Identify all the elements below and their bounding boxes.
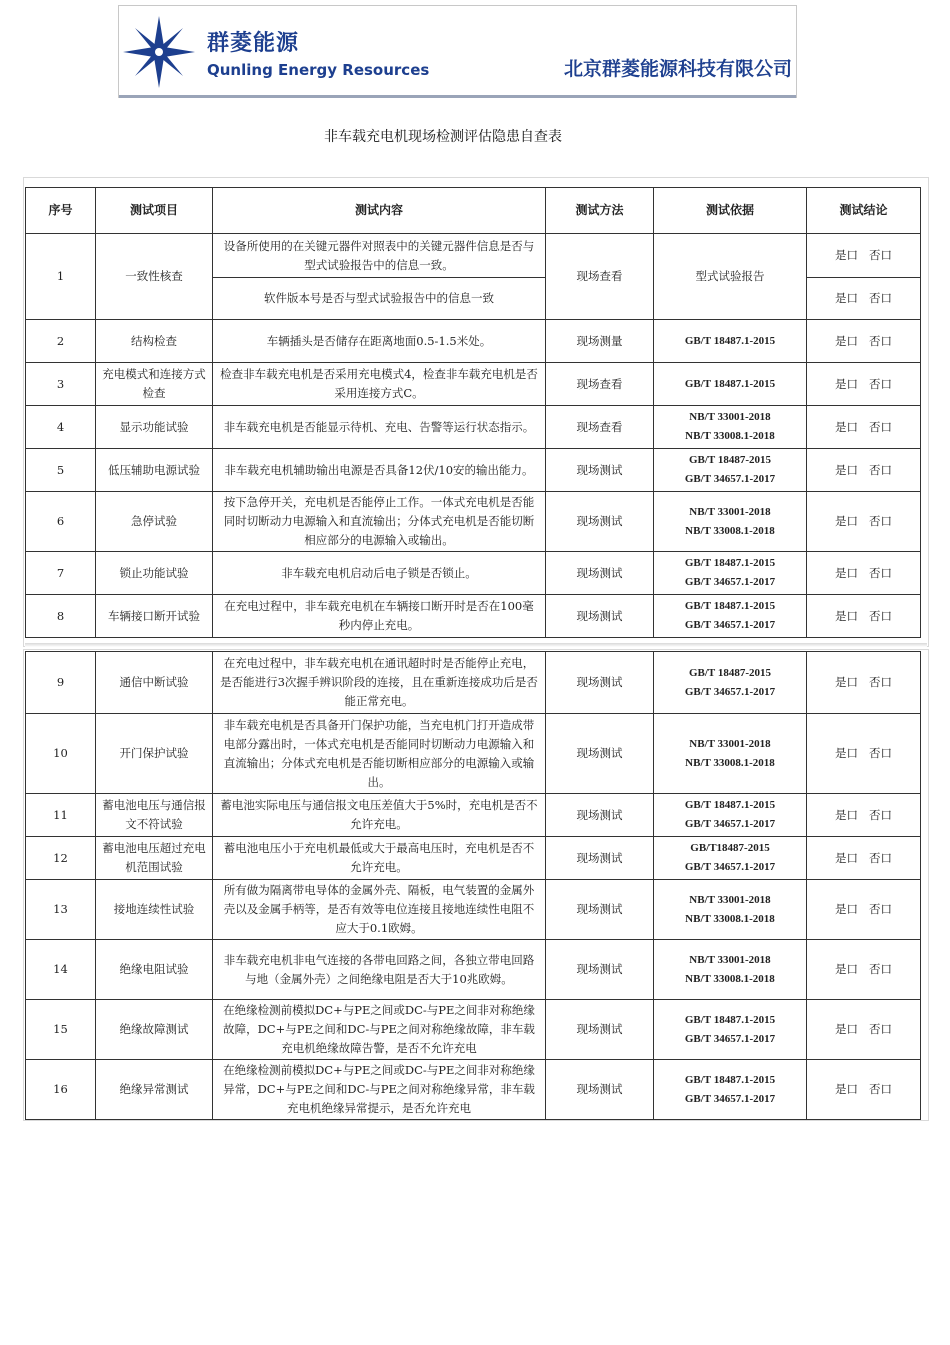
test-content: 车辆插头是否储存在距离地面0.5-1.5米处。	[213, 320, 546, 363]
test-item: 锁止功能试验	[96, 552, 213, 595]
conclusion-cell	[807, 363, 921, 406]
test-method: 现场测试	[546, 837, 654, 880]
test-method: 现场测试	[546, 714, 654, 794]
test-content: 设备所使用的在关键元器件对照表中的关键元器件信息是否与型式试验报告中的信息一致。	[213, 234, 546, 278]
table-row	[26, 363, 921, 406]
test-basis: NB/T 33001-2018 NB/T 33008.1-2018	[654, 492, 807, 552]
test-method: 现场查看	[546, 406, 654, 449]
test-basis: NB/T 33001-2018 NB/T 33008.1-2018	[654, 880, 807, 940]
yes-checkbox[interactable]: 是口	[835, 807, 859, 822]
no-checkbox[interactable]: 否口	[868, 807, 892, 822]
test-item: 通信中断试验	[96, 652, 213, 714]
table-row	[26, 320, 921, 363]
row-number: 1	[26, 234, 96, 320]
conclusion-cell	[807, 880, 921, 940]
test-content: 蓄电池实际电压与通信报文电压差值大于5%时，充电机是否不允许充电。	[213, 794, 546, 837]
yes-checkbox[interactable]: 是口	[835, 962, 859, 976]
company-name: 北京群菱能源科技有限公司	[563, 58, 792, 80]
test-content: 软件版本号是否与型式试验报告中的信息一致	[213, 278, 546, 320]
test-method: 现场测试	[546, 552, 654, 595]
test-method: 现场测试	[546, 492, 654, 552]
conclusion-cell	[807, 1000, 921, 1060]
test-method: 现场测试	[546, 1000, 654, 1060]
no-checkbox[interactable]: 否口	[868, 746, 892, 760]
test-content: 非车载充电机辅助输出电源是否具备12伏/10安的输出能力。	[213, 449, 546, 492]
table-header-row	[26, 188, 921, 234]
test-content: 在绝缘检测前模拟DC+与PE之间或DC-与PE之间非对称绝缘异常，DC+与PE之间和DC-与PE之间对称绝缘异常，非车载充电机绝缘异常提示，是否允许充电	[213, 1060, 546, 1120]
test-item: 开门保护试验	[96, 714, 213, 794]
header-item: 测试项目	[96, 188, 213, 234]
yes-checkbox[interactable]: 是口	[835, 608, 859, 623]
test-method: 现场测试	[546, 940, 654, 1000]
test-item: 蓄电池电压超过充电机范围试验	[96, 837, 213, 880]
no-checkbox[interactable]: 否口	[868, 1022, 892, 1036]
table-row	[26, 595, 921, 638]
test-item: 绝缘异常测试	[96, 1060, 213, 1120]
test-basis: GB/T 18487.1-2015	[654, 320, 807, 363]
yes-checkbox[interactable]: 是口	[835, 291, 859, 305]
test-content: 在充电过程中，非车载充电机在车辆接口断开时是否在100毫秒内停止充电。	[213, 595, 546, 638]
test-item: 蓄电池电压与通信报文不符试验	[96, 794, 213, 837]
table-row	[26, 492, 921, 552]
conclusion-cell	[807, 320, 921, 363]
test-item: 显示功能试验	[96, 406, 213, 449]
banner-divider	[119, 95, 796, 98]
qunling-logo-icon	[123, 16, 195, 88]
table-row	[26, 794, 921, 837]
yes-checkbox[interactable]: 是口	[835, 376, 859, 391]
row-number: 3	[26, 363, 96, 406]
inspection-table-part2	[25, 651, 921, 1120]
table-row	[26, 1000, 921, 1060]
inspection-table-part1	[25, 187, 921, 638]
conclusion-cell	[807, 652, 921, 714]
test-basis: GB/T 18487.1-2015 GB/T 34657.1-2017	[654, 552, 807, 595]
row-number: 10	[26, 714, 96, 794]
no-checkbox[interactable]: 否口	[868, 565, 892, 580]
test-content: 非车载充电机非电气连接的各带电回路之间，各独立带电回路与地（金属外壳）之间绝缘电阻是否大于10兆欧姆。	[213, 940, 546, 1000]
no-checkbox[interactable]: 否口	[868, 608, 892, 623]
test-item: 结构检查	[96, 320, 213, 363]
yes-checkbox[interactable]: 是口	[835, 462, 859, 477]
row-number: 2	[26, 320, 96, 363]
no-checkbox[interactable]: 否口	[868, 1082, 892, 1096]
test-content: 在绝缘检测前模拟DC+与PE之间或DC-与PE之间非对称绝缘故障，DC+与PE之间和DC-与PE之间对称绝缘故障，非车载充电机绝缘故障告警，是否不允许充电	[213, 1000, 546, 1060]
table-row	[26, 714, 921, 794]
conclusion-cell	[807, 449, 921, 492]
test-method: 现场测试	[546, 1060, 654, 1120]
test-method: 现场测试	[546, 652, 654, 714]
yes-checkbox[interactable]: 是口	[835, 333, 859, 348]
conclusion-cell	[807, 714, 921, 794]
test-method: 现场测试	[546, 880, 654, 940]
test-basis: GB/T 18487.1-2015 GB/T 34657.1-2017	[654, 595, 807, 638]
document-title: 非车载充电机现场检测评估隐患自查表	[324, 129, 562, 145]
table-row	[26, 1060, 921, 1120]
test-basis: NB/T 33001-2018 NB/T 33008.1-2018	[654, 406, 807, 449]
yes-checkbox[interactable]: 是口	[835, 850, 859, 865]
test-content: 在充电过程中，非车载充电机在通讯超时时是否能停止充电，是否能进行3次握手辨识阶段的连接，且在重新连接成功后是否能正常充电。	[213, 652, 546, 714]
conclusion-cell	[807, 552, 921, 595]
test-basis: GB/T18487-2015 GB/T 34657.1-2017	[654, 837, 807, 880]
row-number: 7	[26, 552, 96, 595]
no-checkbox[interactable]: 否口	[868, 376, 892, 391]
test-content: 检查非车载充电机是否采用充电模式4，检查非车载充电机是否采用连接方式C。	[213, 363, 546, 406]
test-method: 现场测试	[546, 449, 654, 492]
test-basis: GB/T 18487.1-2015 GB/T 34657.1-2017	[654, 1000, 807, 1060]
yes-checkbox[interactable]: 是口	[835, 419, 859, 434]
no-checkbox[interactable]: 否口	[868, 419, 892, 434]
row-number: 12	[26, 837, 96, 880]
yes-checkbox[interactable]: 是口	[835, 565, 859, 580]
test-basis: GB/T 18487-2015 GB/T 34657.1-2017	[654, 449, 807, 492]
yes-checkbox[interactable]: 是口	[835, 514, 859, 528]
no-checkbox[interactable]: 否口	[868, 291, 892, 305]
test-basis: GB/T 18487-2015 GB/T 34657.1-2017	[654, 652, 807, 714]
yes-checkbox[interactable]: 是口	[835, 746, 859, 760]
no-checkbox[interactable]: 否口	[868, 514, 892, 528]
test-method: 现场查看	[546, 363, 654, 406]
conclusion-cell	[807, 234, 921, 278]
no-checkbox[interactable]: 否口	[868, 850, 892, 865]
yes-checkbox[interactable]: 是口	[835, 1022, 859, 1036]
test-content: 非车载充电机是否具备开门保护功能，当充电机门打开造成带电部分露出时，一体式充电机是否能同时切断动力电源输入和直流输出；分体式充电机是否能切断相应部分的电源输入或输出。	[213, 714, 546, 794]
test-basis: GB/T 18487.1-2015 GB/T 34657.1-2017	[654, 794, 807, 837]
test-item: 急停试验	[96, 492, 213, 552]
yes-checkbox[interactable]: 是口	[835, 1082, 859, 1096]
conclusion-cell	[807, 595, 921, 638]
test-content: 按下急停开关，充电机是否能停止工作。一体式充电机是否能同时切断动力电源输入和直流输出；分体式充电机是否能切断相应部分的电源输入或输出。	[213, 492, 546, 552]
test-item: 绝缘故障测试	[96, 1000, 213, 1060]
test-item: 车辆接口断开试验	[96, 595, 213, 638]
test-content: 非车载充电机是否能显示待机、充电、告警等运行状态指示。	[213, 406, 546, 449]
row-number: 9	[26, 652, 96, 714]
yes-checkbox[interactable]: 是口	[835, 675, 859, 689]
table-row	[26, 880, 921, 940]
test-method: 现场测量	[546, 320, 654, 363]
test-content: 非车载充电机启动后电子锁是否锁止。	[213, 552, 546, 595]
row-number: 11	[26, 794, 96, 837]
test-method: 现场测试	[546, 794, 654, 837]
test-item: 低压辅助电源试验	[96, 449, 213, 492]
table-row	[26, 406, 921, 449]
test-item: 充电模式和连接方式检查	[96, 363, 213, 406]
header-banner	[118, 5, 797, 98]
table-row	[26, 940, 921, 1000]
conclusion-cell	[807, 1060, 921, 1120]
test-method: 现场查看	[546, 234, 654, 320]
row-number: 5	[26, 449, 96, 492]
row-number: 13	[26, 880, 96, 940]
no-checkbox[interactable]: 否口	[868, 962, 892, 976]
test-item: 接地连续性试验	[96, 880, 213, 940]
test-item: 绝缘电阻试验	[96, 940, 213, 1000]
no-checkbox[interactable]: 否口	[868, 333, 892, 348]
test-basis: NB/T 33001-2018 NB/T 33008.1-2018	[654, 940, 807, 1000]
conclusion-cell	[807, 940, 921, 1000]
header-no: 序号	[26, 188, 96, 234]
logo-english-name: Qunling Energy Resources	[207, 61, 430, 79]
table-row	[26, 449, 921, 492]
no-checkbox[interactable]: 否口	[868, 248, 892, 262]
yes-checkbox[interactable]: 是口	[835, 248, 859, 262]
row-number: 14	[26, 940, 96, 1000]
conclusion-cell	[807, 406, 921, 449]
no-checkbox[interactable]: 否口	[868, 675, 892, 689]
test-basis: 型式试验报告	[654, 234, 807, 320]
row-number: 6	[26, 492, 96, 552]
conclusion-cell	[807, 837, 921, 880]
table-row	[26, 552, 921, 595]
header-basis: 测试依据	[654, 188, 807, 234]
test-content: 所有做为隔离带电导体的金属外壳、隔板，电气装置的金属外壳以及金属手柄等，是否有效等电位连接且接地连续性电阻不应大于0.1欧姆。	[213, 880, 546, 940]
test-basis: NB/T 33001-2018 NB/T 33008.1-2018	[654, 714, 807, 794]
test-basis: GB/T 18487.1-2015	[654, 363, 807, 406]
yes-checkbox[interactable]: 是口	[835, 902, 859, 916]
header-method: 测试方法	[546, 188, 654, 234]
header-content: 测试内容	[213, 188, 546, 234]
row-number: 15	[26, 1000, 96, 1060]
table-row	[26, 234, 921, 278]
no-checkbox[interactable]: 否口	[868, 462, 892, 477]
logo-chinese-name: 群菱能源	[207, 31, 300, 56]
test-item: 一致性核查	[96, 234, 213, 320]
table-row	[26, 837, 921, 880]
conclusion-cell	[807, 278, 921, 320]
test-content: 蓄电池电压小于充电机最低或大于最高电压时，充电机是否不允许充电。	[213, 837, 546, 880]
conclusion-cell	[807, 794, 921, 837]
no-checkbox[interactable]: 否口	[868, 902, 892, 916]
row-number: 16	[26, 1060, 96, 1120]
row-number: 4	[26, 406, 96, 449]
header-conclusion: 测试结论	[807, 188, 921, 234]
page-break-shadow	[25, 643, 927, 647]
table-row	[26, 652, 921, 714]
conclusion-cell	[807, 492, 921, 552]
test-method: 现场测试	[546, 595, 654, 638]
row-number: 8	[26, 595, 96, 638]
test-basis: GB/T 18487.1-2015 GB/T 34657.1-2017	[654, 1060, 807, 1120]
